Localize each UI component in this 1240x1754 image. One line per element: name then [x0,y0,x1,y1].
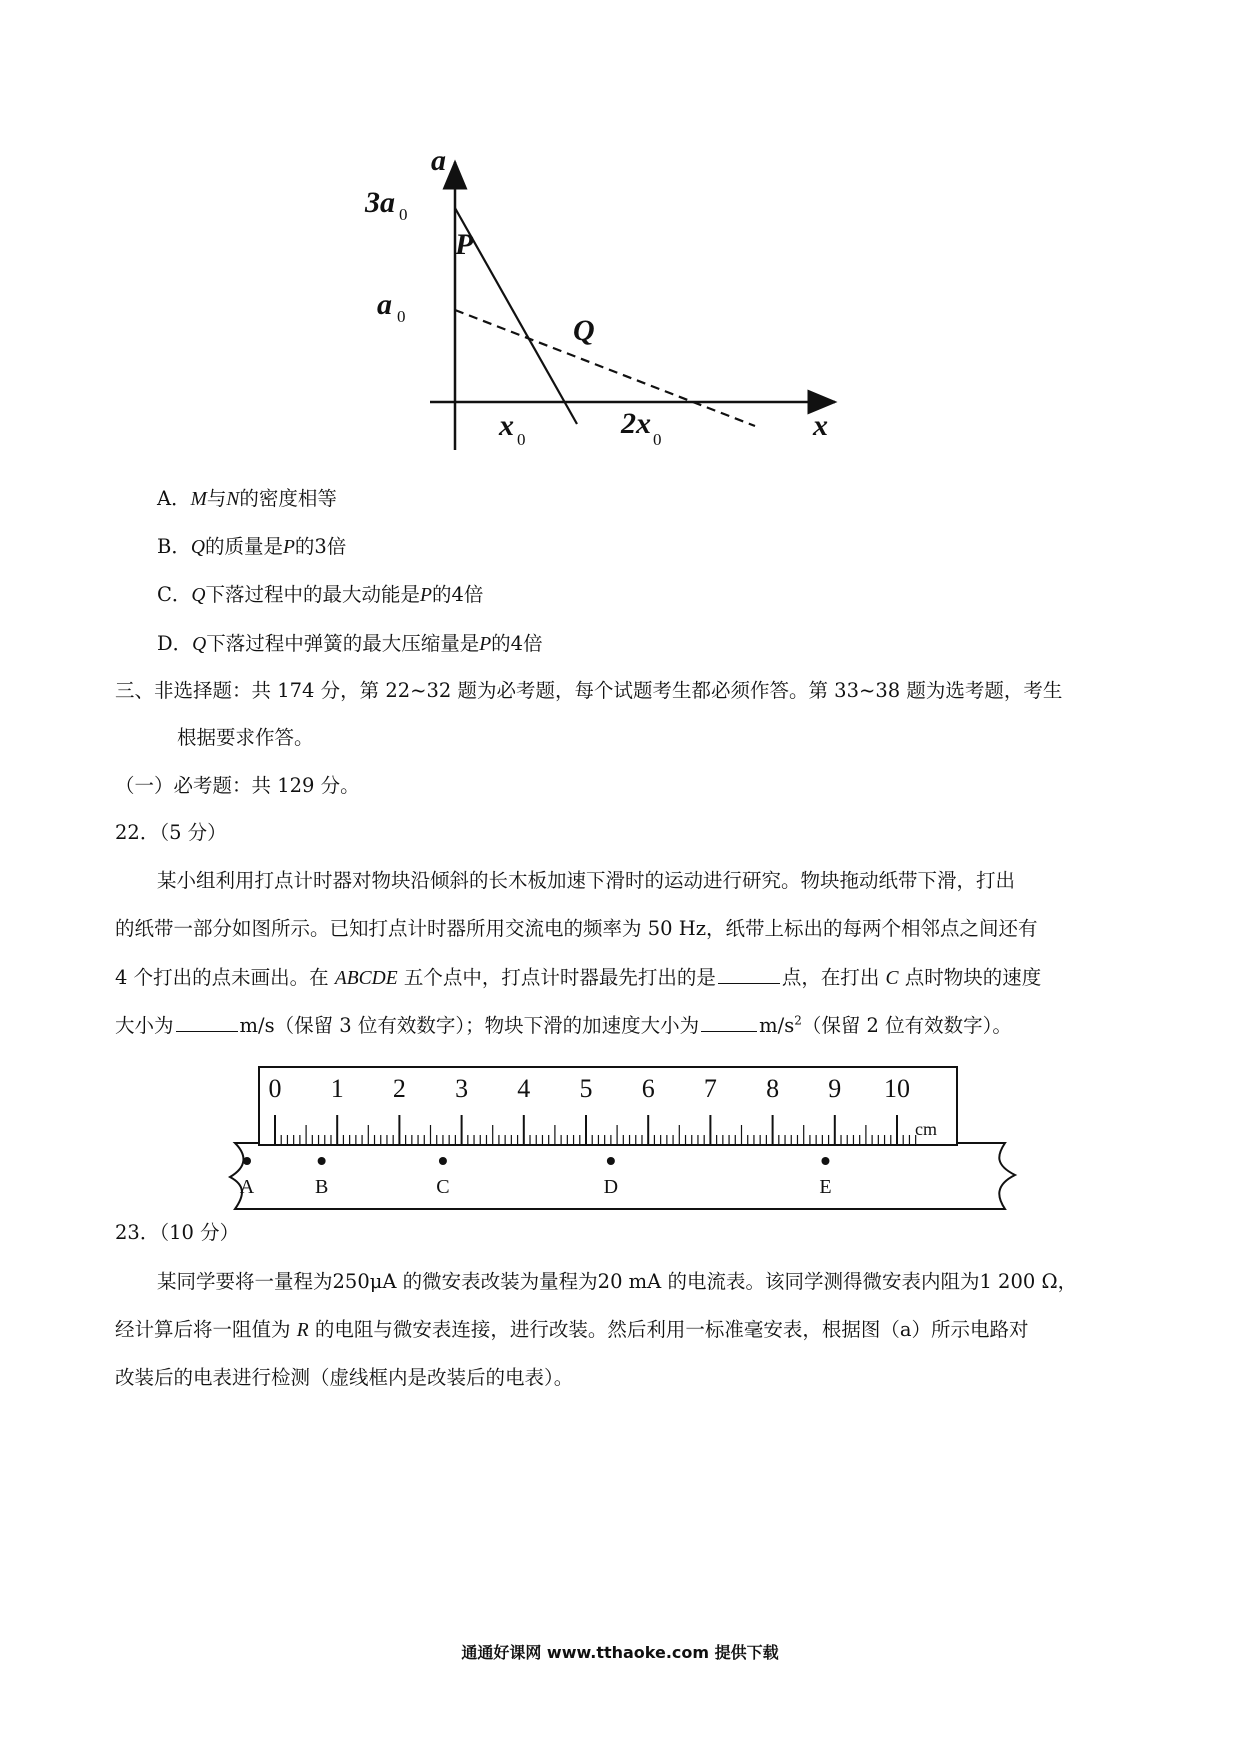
tape-point-label: A [239,1176,255,1198]
q22-line4: 大小为 m/s（保留 3 位有效数字）；物块下滑的加速度大小为 $m/s^2$（保留 2 位有效数字）。 [115,1011,1012,1040]
section3-line2: 根据要求作答。 [177,726,314,749]
y-axis-label: a [431,144,446,177]
paper-tape [230,1143,1015,1209]
ruler-number: 5 [579,1074,593,1103]
ruler-number: 8 [766,1074,780,1103]
tape-point-label: C [436,1176,450,1198]
q22-line2: 的纸带一部分如图所示。已知打点计时器所用交流电的频率为 50 Hz，纸带上标出的每两个相邻点之间还有 [115,917,1038,940]
ruler-number: 3 [455,1074,469,1103]
ruler-body [259,1067,957,1145]
footer: 通通好课网 www.tthaoke.com 提供下载 [461,1643,779,1662]
label-p: P [455,228,474,261]
ruler-number: 4 [517,1074,531,1103]
q22-header: 22．（5 分） [115,821,227,844]
tick-3a0: 3a [365,186,395,219]
option-c: C．Q下落过程中的最大动能是P的4倍 [157,583,484,606]
q22-line3: 4 个打出的点未画出。在 ABCDE 五个点中，打点计时器最先打出的是 点，在打出 C 点时物块的速度 [115,963,1041,993]
tick-a0-sub: 0 [397,307,406,326]
acceleration-graph [365,144,855,460]
label-q: Q [573,314,595,347]
ruler-number: 2 [392,1074,406,1103]
section3-line1: 三、非选择题：共 174 分，第 22~32 题为必考题，每个试题考生都必须作答。第 33~38 题为选考题，考生 [115,679,1063,702]
tick-2x0-sub: 0 [653,430,662,449]
ruler-number: 6 [641,1074,655,1103]
tape-dot [607,1157,615,1165]
option-b: B．Q的质量是P的3倍 [157,535,347,558]
tape-point-label: E [819,1176,832,1198]
answer-blank-first-point[interactable] [718,963,780,984]
tape-point-label: B [314,1176,329,1198]
ruler-number: 9 [828,1074,842,1103]
tape-dot [439,1157,447,1165]
ruler-number: 7 [703,1074,717,1103]
tick-3a0-sub: 0 [399,205,408,224]
ruler-number: 0 [268,1074,282,1103]
tick-2x0: 2x [621,407,651,440]
tick-x0: x [499,409,514,442]
ruler-number: 10 [884,1074,910,1103]
tick-x0-sub: 0 [517,430,526,449]
ruler-unit: cm [915,1119,937,1139]
q22-line1: 某小组利用打点计时器对物块沿倾斜的长木板加速下滑时的运动进行研究。物块拖动纸带下滑，打出 [157,869,1016,892]
q23-line2: 经计算后将一阻值为 R 的电阻与微安表连接，进行改装。然后利用一标准毫安表，根据图（a）所示电路对 [115,1318,1029,1341]
q23-header: 23．（10 分） [115,1221,240,1244]
required-section: （一）必考题：共 129 分。 [115,774,360,797]
tape-dot [243,1157,251,1165]
q23-line3: 改装后的电表进行检测（虚线框内是改装后的电表）。 [115,1366,574,1389]
option-d: D．Q下落过程中弹簧的最大压缩量是P的4倍 [157,632,543,655]
answer-blank-velocity[interactable] [176,1011,238,1032]
tick-a0: a [377,288,392,321]
tape-dot [821,1157,829,1165]
ruler-tape-figure [225,1065,1035,1210]
q23-line1: 某同学要将一量程为250μA 的微安表改装为量程为20 mA 的电流表。该同学测得微安表内阻为1 200 Ω， [157,1270,1078,1293]
option-a: A．M与N的密度相等 [157,487,337,510]
tape-dot [318,1157,326,1165]
x-axis-label: x [813,409,828,442]
tape-point-label: D [603,1176,619,1198]
ruler-number: 1 [330,1074,344,1103]
answer-blank-acceleration[interactable] [701,1011,757,1032]
